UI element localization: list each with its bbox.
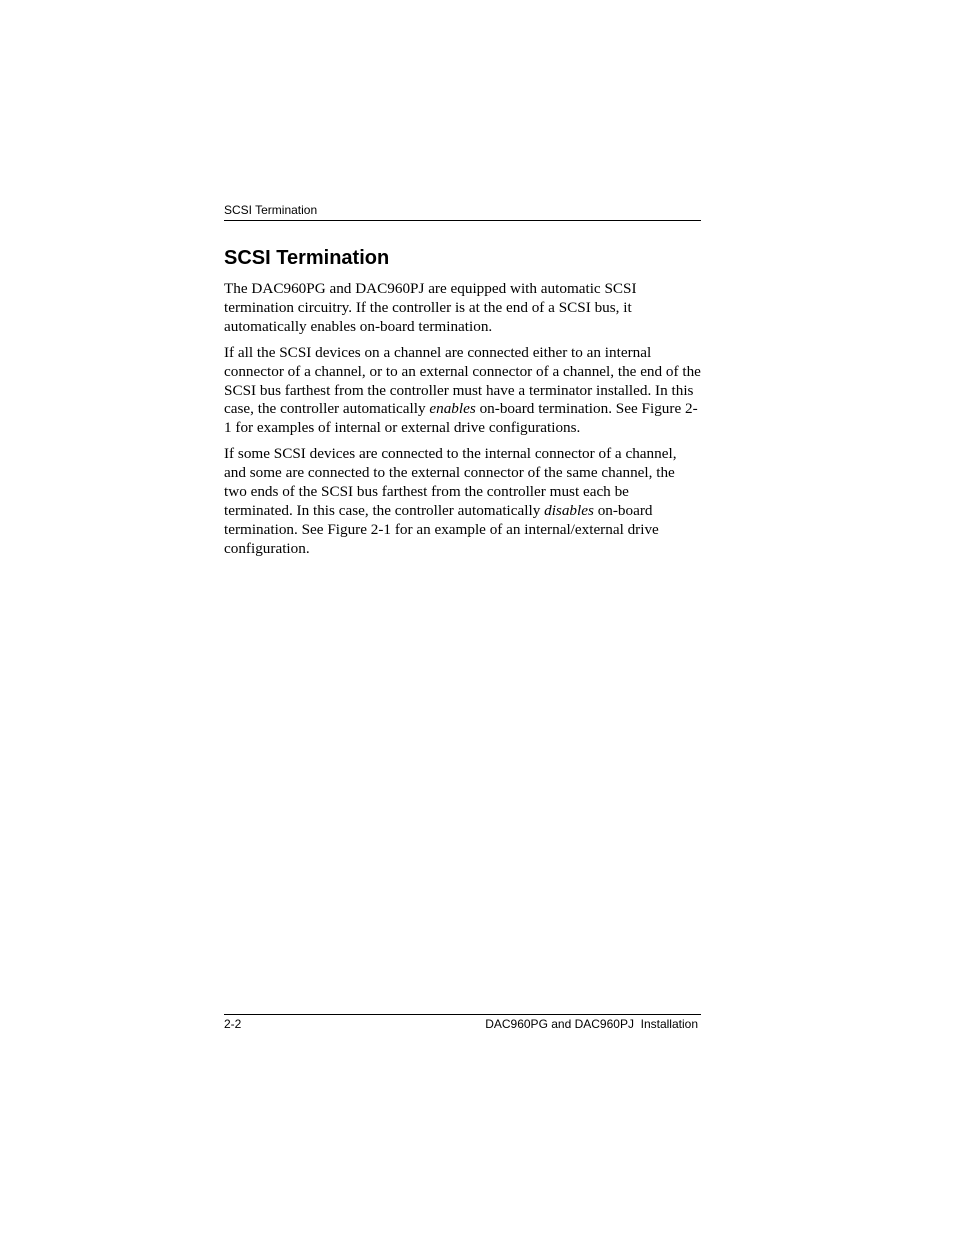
paragraph-single-connector	[224, 344, 701, 439]
running-footer	[224, 1014, 701, 1035]
page-number: 2-2	[224, 1017, 242, 1031]
paragraph-intro: The DAC960PG and DAC960PJ are equipped with automatic SCSI termination circuitry. If the controller is at the end of a SCSI bus, it automatically enables on-board termination.	[224, 280, 637, 335]
paragraph-both-connectors	[224, 445, 701, 558]
running-header	[224, 202, 701, 221]
paragraph-text: If all the SCSI devices on a channel are connected either to an internal connector of a channel, or to an external connector of a channel, the end of the SCSI bus farthest from the controller must have a terminator installed. In this case, the controller automatically	[224, 343, 701, 418]
paragraph-text: on-board termination. See Figure 2-1 for examples of internal or external drive configurations.	[224, 400, 698, 437]
running-header-title: SCSI Termination	[224, 203, 318, 217]
emphasis-enables: enables	[429, 400, 476, 418]
emphasis-disables: disables	[544, 501, 594, 519]
section-title: SCSI Termination	[224, 247, 390, 269]
paragraph-text: If some SCSI devices are connected to the internal connector of a channel, and some are connected to the external connector of the same channel, the two ends of the SCSI bus farthest from the controller must each be terminated. In this case, the controller automatically	[224, 445, 677, 519]
page-content	[224, 244, 701, 566]
paragraph-text: on-board termination. See Figure 2-1 for an example of an internal/external drive configuration.	[224, 501, 659, 557]
footer-document-title: DAC960PG and DAC960PJ Installation	[485, 1017, 698, 1031]
